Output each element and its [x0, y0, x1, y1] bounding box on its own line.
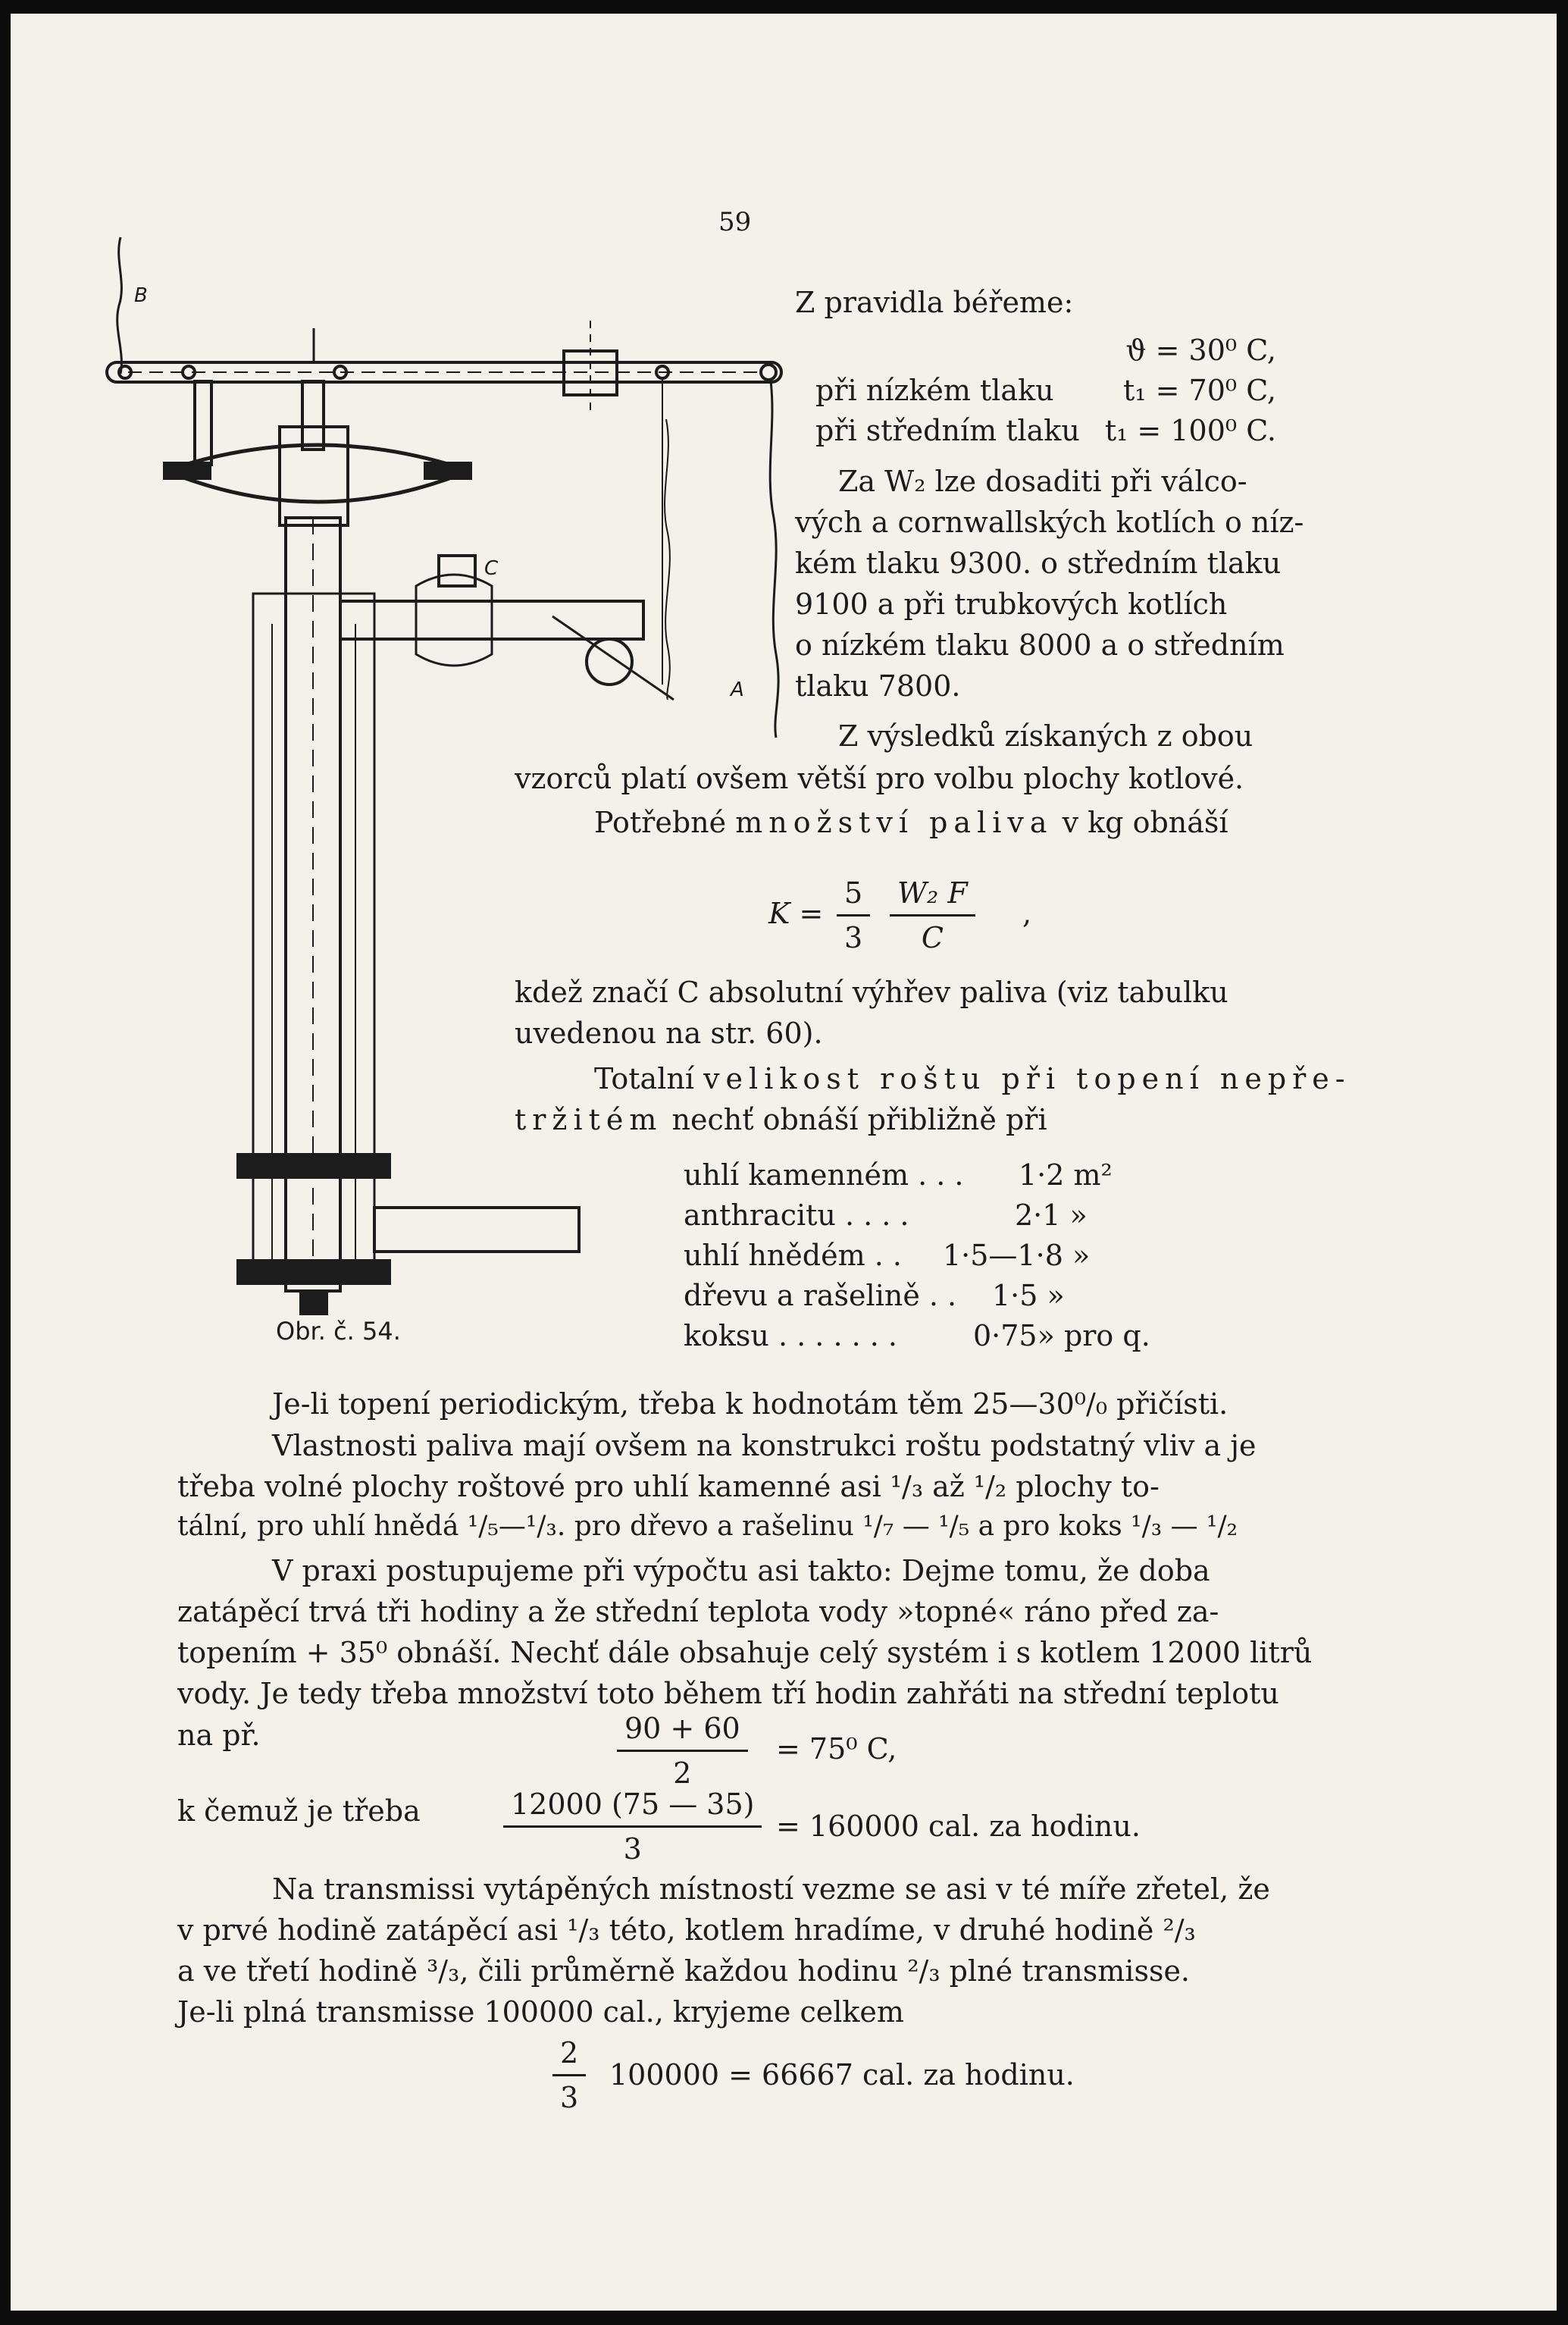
properties-line: Vlastnosti paliva mají ovšem na konstrukci roštu podstatný vliv a je — [272, 1429, 1257, 1462]
eq2-fraction — [503, 1788, 762, 1866]
fuel-note: kdež značí C absolutní výhřev paliva (viz tabulku — [515, 976, 1228, 1009]
eq1-fraction — [617, 1712, 748, 1790]
w2-line: tlaku 7800. — [795, 669, 961, 703]
mid-pressure-value: t₁ = 100⁰ C. — [1104, 414, 1276, 447]
final-fraction — [552, 2036, 586, 2114]
fuel-coef-den: 3 — [844, 921, 863, 954]
grate-row-label: anthracitu . . . . — [684, 1199, 909, 1232]
grate-row-value: 1·2 m² — [1019, 1158, 1113, 1192]
grate-row-value: 2·1 » — [1015, 1199, 1088, 1232]
fuel-note: uvedenou na str. 60). — [515, 1017, 823, 1050]
properties-line: třeba volné plochy roštové pro uhlí kamenné asi ¹/₃ až ¹/₂ plochy to- — [177, 1470, 1160, 1503]
eq1-result: = 75⁰ C, — [776, 1732, 897, 1766]
results-line: vzorců platí ovšem větší pro volbu plochy kotlové. — [515, 762, 1244, 795]
fuel-formula-comma: , — [1022, 897, 1032, 930]
eq1-den: 2 — [673, 1756, 692, 1790]
eq2-prefix: k čemuž je třeba — [177, 1794, 421, 1828]
figure-label-a: A — [731, 678, 744, 701]
grate-row-label: uhlí kamenném . . . — [684, 1158, 964, 1192]
eq2-result: = 160000 cal. za hodinu. — [776, 1810, 1141, 1843]
page-number: 59 — [718, 207, 752, 237]
transmission-line: v prvé hodině zatápěcí asi ¹/₃ této, kotlem hradíme, v druhé hodině ²/₃ — [177, 1913, 1196, 1947]
w2-line: 9100 a při trubkových kotlích — [795, 588, 1228, 621]
intro-line: Z pravidla béřeme: — [795, 286, 1074, 319]
practice-line: V praxi postupujeme při výpočtu asi takto: Dejme tomu, že doba — [272, 1554, 1210, 1587]
grate-row-value: 1·5 » — [992, 1279, 1065, 1312]
transmission-line: Na transmissi vytápěných místností vezme se asi v té míře zřetel, že — [272, 1872, 1270, 1906]
eq1-num: 90 + 60 — [617, 1712, 748, 1752]
fuel-formula-den: C — [921, 921, 944, 954]
results-line: Z výsledků získaných z obou — [838, 719, 1253, 753]
final-den: 3 — [560, 2081, 579, 2114]
grate-row-label: dřevu a rašelině . . — [684, 1279, 957, 1312]
practice-line: topením + 35⁰ obnáší. Nechť dále obsahuje celý systém i s kotlem 12000 litrů — [177, 1636, 1313, 1669]
grate-spaced: tržitém — [515, 1103, 663, 1136]
fuel-formula-frac — [890, 876, 975, 954]
grate-row-label: koksu . . . . . . . — [684, 1319, 898, 1352]
w2-line: o nízkém tlaku 8000 a o středním — [795, 628, 1285, 662]
transmission-line: a ve třetí hodině ³/₃, čili průměrně každou hodinu ²/₃ plné transmisse. — [177, 1954, 1191, 1988]
figure-label-c: C — [484, 557, 499, 580]
grate-line — [515, 1105, 1047, 1134]
figure-label-b: B — [134, 284, 148, 307]
grate-row-label: uhlí hnědém . . — [684, 1239, 902, 1272]
eq2-den: 3 — [623, 1832, 642, 1866]
fuel-formula-coef — [837, 876, 870, 954]
properties-line: tální, pro uhlí hnědá ¹/₅—¹/₃. pro dřevo a rašelinu ¹/₇ — ¹/₅ a pro koks ¹/₃ — ¹/₂ — [177, 1511, 1238, 1542]
w2-line: Za W₂ lze dosaditi při válco- — [838, 465, 1247, 498]
fuel-prefix: Potřebné — [594, 806, 727, 839]
w2-line: vých a cornwallských kotlích o níz- — [795, 506, 1304, 539]
figure-caption: Obr. č. 54. — [276, 1317, 401, 1346]
fuel-coef-num: 5 — [837, 876, 870, 917]
eq2-num: 12000 (75 — 35) — [503, 1788, 762, 1828]
low-pressure-label: při nízkém tlaku — [815, 374, 1054, 407]
final-num: 2 — [552, 2036, 586, 2076]
fuel-formula-lhs: K = — [768, 897, 824, 930]
theta-line: ϑ = 30⁰ C, — [1125, 334, 1276, 367]
practice-line: zatápěcí trvá tři hodiny a že střední teplota vody »topné« ráno před za- — [177, 1595, 1219, 1628]
book-page — [11, 14, 1557, 2311]
fuel-suffix: v kg obnáší — [1062, 806, 1228, 839]
w2-line: kém tlaku 9300. o středním tlaku — [795, 547, 1282, 580]
practice-line: vody. Je tedy třeba množství toto během tří hodin zahřáti na střední teplotu — [177, 1677, 1279, 1710]
grate-row-value: 0·75» pro q. — [973, 1319, 1150, 1352]
grate-suffix: nechť obnáší přibližně při — [671, 1103, 1047, 1136]
fuel-line — [594, 808, 1228, 837]
final-result: 100000 = 66667 cal. za hodinu. — [609, 2058, 1075, 2092]
mid-pressure-label: při středním tlaku — [815, 414, 1080, 447]
grate-line — [594, 1064, 1351, 1093]
grate-spaced: velikost roštu při topení nepře- — [703, 1062, 1351, 1095]
fuel-spaced: množství paliva — [735, 806, 1053, 839]
transmission-line: Je-li plná transmisse 100000 cal., kryjeme celkem — [177, 1995, 904, 2029]
low-pressure-value: t₁ = 70⁰ C, — [1123, 374, 1276, 407]
eq1-prefix: na př. — [177, 1719, 261, 1752]
grate-row-value: 1·5—1·8 » — [943, 1239, 1091, 1272]
grate-prefix: Totalní — [594, 1062, 694, 1095]
fuel-formula-num: W₂ F — [890, 876, 975, 917]
periodic-line: Je-li topení periodickým, třeba k hodnotám těm 25—30⁰/₀ přičísti. — [272, 1387, 1228, 1421]
